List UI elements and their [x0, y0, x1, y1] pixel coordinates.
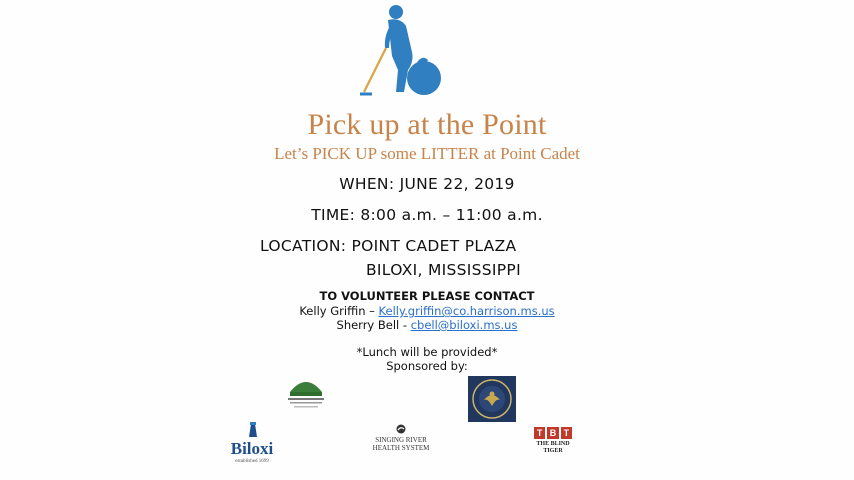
- letter-tile: T: [534, 427, 545, 439]
- biloxi-tagline: established 1699: [235, 459, 269, 464]
- biloxi-wordmark: Biloxi: [230, 439, 274, 458]
- event-city: BILOXI, MISSISSIPPI: [366, 261, 521, 279]
- blind-tiger-name: THE BLIND TIGER: [536, 441, 570, 454]
- contact-name: Sherry Bell -: [336, 318, 411, 332]
- lunch-note: *Lunch will be provided*: [356, 345, 498, 359]
- event-date: WHEN: JUNE 22, 2019: [339, 175, 515, 193]
- email-link-kelly[interactable]: Kelly.griffin@co.harrison.ms.us: [378, 304, 555, 318]
- volunteer-sweeping-icon: [356, 4, 446, 98]
- lighthouse-icon: [246, 422, 260, 438]
- event-title: Pick up at the Point: [307, 108, 547, 141]
- river-icon: [396, 424, 406, 434]
- letter-tile: T: [561, 427, 572, 439]
- sponsored-by-label: Sponsored by:: [386, 359, 468, 373]
- contact-sherry: [0, 318, 854, 332]
- sponsor-singing-river-logo: [364, 424, 438, 454]
- contact-kelly: [0, 304, 854, 318]
- sponsor-blind-tiger-logo: [532, 427, 574, 459]
- event-subtitle: Let’s PICK UP some LITTER at Point Cadet: [274, 144, 580, 163]
- singing-river-line2: HEALTH SYSTEM: [372, 444, 430, 452]
- letter-tile: B: [547, 427, 558, 439]
- volunteer-heading: TO VOLUNTEER PLEASE CONTACT: [319, 289, 535, 303]
- email-link-sherry[interactable]: cbell@biloxi.ms.us: [410, 318, 518, 332]
- singing-river-line1: SINGING RIVER: [375, 436, 427, 444]
- sponsor-seal-logo: [468, 376, 516, 422]
- sponsor-biloxi-logo: [224, 422, 280, 468]
- event-time: TIME: 8:00 a.m. – 11:00 a.m.: [311, 206, 543, 224]
- sponsor-tree-logo: [284, 374, 328, 412]
- blind-tiger-letters: [534, 427, 572, 439]
- event-location: LOCATION: POINT CADET PLAZA: [260, 237, 517, 255]
- contact-name: Kelly Griffin –: [299, 304, 379, 318]
